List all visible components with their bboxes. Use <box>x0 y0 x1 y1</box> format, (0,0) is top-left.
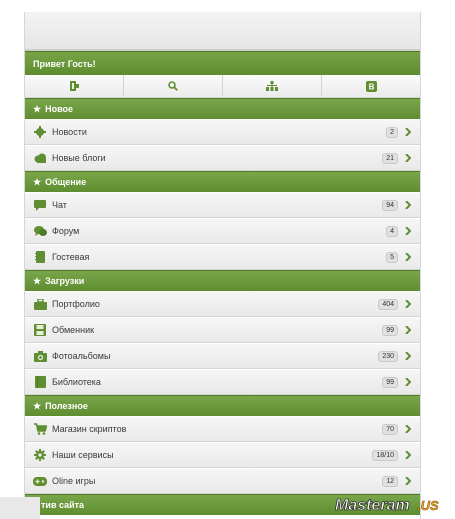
menu-item-guestbook[interactable] <box>25 244 420 270</box>
menu-item-label: Новые блоги <box>52 153 106 163</box>
logo-bar <box>25 12 420 51</box>
count-badge: 99 <box>382 377 398 388</box>
count-badge: 70 <box>382 424 398 435</box>
menu-item-portfolio[interactable] <box>25 291 420 317</box>
menu-item-library[interactable] <box>25 369 420 395</box>
menu-item-label: Новости <box>52 127 87 137</box>
chevron-right-icon <box>404 252 412 262</box>
menu-item-label: Портфолио <box>52 299 100 309</box>
count-badge: 230 <box>378 351 398 362</box>
menu-item-news[interactable] <box>25 119 420 145</box>
watermark-logo <box>331 491 451 517</box>
chat-bubble-icon <box>33 198 47 212</box>
menu-item-exchanger[interactable] <box>25 317 420 343</box>
chevron-right-icon <box>404 200 412 210</box>
star-icon: ★ <box>33 400 42 411</box>
chevron-right-icon <box>404 299 412 309</box>
gamepad-icon <box>33 474 47 488</box>
section-title: тив сайта <box>41 499 85 510</box>
greeting-text: Привет Гость! <box>33 59 96 69</box>
camera-icon <box>33 349 47 363</box>
menu-item-label: Магазин скриптов <box>52 424 127 434</box>
floppy-disk-icon <box>33 323 47 337</box>
users-button[interactable] <box>223 75 322 97</box>
menu-item-label: Чат <box>52 200 67 210</box>
vk-button[interactable] <box>322 75 420 97</box>
menu-item-label: Библиотека <box>52 377 101 387</box>
greeting-bar <box>25 51 420 75</box>
briefcase-icon <box>33 297 47 311</box>
chevron-right-icon <box>404 450 412 460</box>
section-title: Общение <box>45 176 87 187</box>
count-badge: 12 <box>382 476 398 487</box>
cloud-icon <box>33 151 47 165</box>
chevron-right-icon <box>404 377 412 387</box>
icon-toolbar <box>25 75 420 98</box>
star-icon: ★ <box>33 275 42 286</box>
count-badge: 21 <box>382 153 398 164</box>
menu-item-label: Oline игры <box>52 476 96 486</box>
chevron-right-icon <box>404 153 412 163</box>
section-new <box>25 98 420 119</box>
section-title: Новое <box>45 103 73 114</box>
chevron-right-icon <box>404 351 412 361</box>
book-icon <box>33 375 47 389</box>
comments-icon <box>33 224 47 238</box>
search-icon <box>168 81 178 91</box>
count-badge: 99 <box>382 325 398 336</box>
users-tree-icon <box>266 81 278 91</box>
menu-item-chat[interactable] <box>25 192 420 218</box>
menu-item-albums[interactable] <box>25 343 420 369</box>
chevron-right-icon <box>404 424 412 434</box>
shopping-cart-icon <box>33 422 47 436</box>
notebook-icon <box>33 250 47 264</box>
menu-item-label: Форум <box>52 226 80 236</box>
menu-item-scripts[interactable] <box>25 416 420 442</box>
menu-item-blogs[interactable] <box>25 145 420 171</box>
svg-text:.US: .US <box>417 498 439 513</box>
count-badge: 2 <box>386 127 398 138</box>
menu-item-services[interactable] <box>25 442 420 468</box>
svg-text:B: B <box>368 82 374 91</box>
section-downloads <box>25 270 420 291</box>
menu-item-forum[interactable] <box>25 218 420 244</box>
section-title: Загрузки <box>45 275 85 286</box>
count-badge: 404 <box>378 299 398 310</box>
page-edge-strip <box>0 497 40 519</box>
chevron-right-icon <box>404 127 412 137</box>
section-social <box>25 171 420 192</box>
star-icon: ★ <box>33 103 42 114</box>
chevron-right-icon <box>404 325 412 335</box>
chevron-right-icon <box>404 226 412 236</box>
bug-icon <box>33 125 47 139</box>
section-useful <box>25 395 420 416</box>
page <box>24 12 421 519</box>
menu-item-label: Фотоальбомы <box>52 351 111 361</box>
count-badge: 4 <box>386 226 398 237</box>
login-icon <box>70 81 79 91</box>
count-badge: 18/10 <box>372 450 398 461</box>
gear-icon <box>33 448 47 462</box>
svg-text:Masteram: Masteram <box>335 497 410 514</box>
vk-icon <box>366 81 377 92</box>
menu-item-label: Наши сервисы <box>52 450 114 460</box>
search-button[interactable] <box>124 75 223 97</box>
count-badge: 5 <box>386 252 398 263</box>
section-title: Полезное <box>45 400 88 411</box>
login-button[interactable] <box>25 75 124 97</box>
menu-item-label: Обменник <box>52 325 95 335</box>
star-icon: ★ <box>33 176 42 187</box>
count-badge: 94 <box>382 200 398 211</box>
menu-item-label: Гостевая <box>52 252 90 262</box>
chevron-right-icon <box>404 476 412 486</box>
